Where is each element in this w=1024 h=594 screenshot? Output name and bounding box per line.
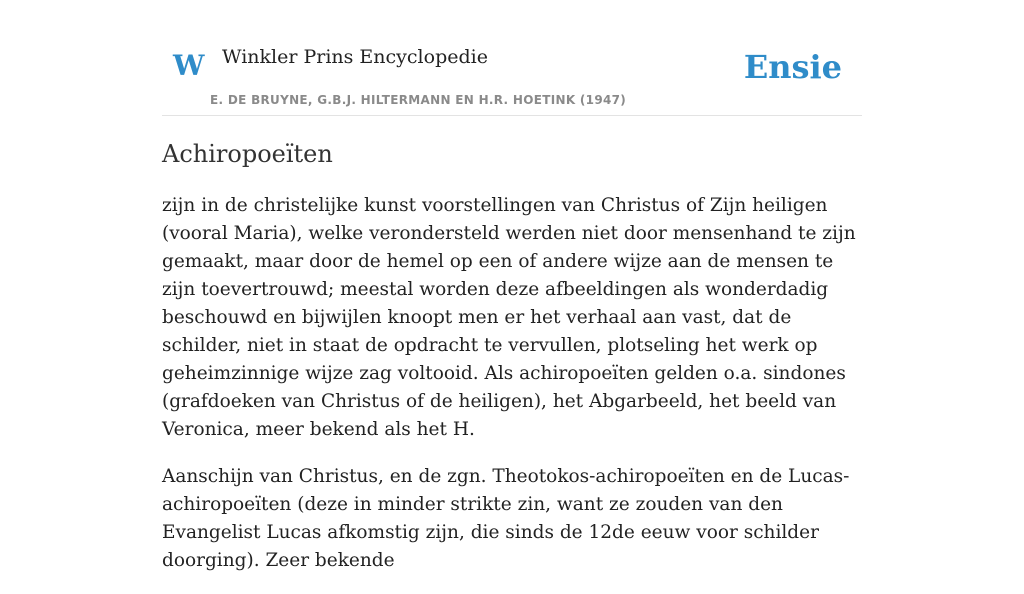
winkler-prins-logo[interactable]: W [173, 49, 205, 82]
source-header [162, 36, 862, 116]
article-paragraph: zijn in de christelijke kunst voorstellingen van Christus of Zijn heiligen (vooral Maria), welke verondersteld werden niet door mensenhand te zijn gemaakt, maar door de hemel op een of andere wijze aan de mensen te zijn toevertrouwd; meestal worden deze afbeeldingen als wonderdadig beschouwd en bijwijlen knoopt men er het verhaal aan vast, dat de schilder, niet in staat de opdracht te vervullen, plotseling het werk op geheimzinnige wijze zag voltooid. Als achiropoeïten gelden o.a. sindones (grafdoeken van Christus of de heiligen), het Abgarbeeld, het beeld van Veronica, meer bekend als het H. [162, 195, 856, 440]
source-title[interactable]: Winkler Prins Encyclopedie [222, 46, 488, 68]
article-body [162, 192, 862, 594]
ensie-logo[interactable]: Ensie [743, 48, 842, 86]
article-paragraph: Aanschijn van Christus, en de zgn. Theotokos-achiropoeïten en de Lucas-achiropoeïten (deze in minder strikte zin, want ze zouden van den Evangelist Lucas afkomstig zijn, die sinds de 12de eeuw voor schilder doorging). Zeer bekende [162, 466, 850, 571]
source-authors: E. DE BRUYNE, G.B.J. HILTERMANN EN H.R. HOETINK (1947) [210, 93, 627, 107]
article-title: Achiropoeïten [162, 140, 333, 168]
